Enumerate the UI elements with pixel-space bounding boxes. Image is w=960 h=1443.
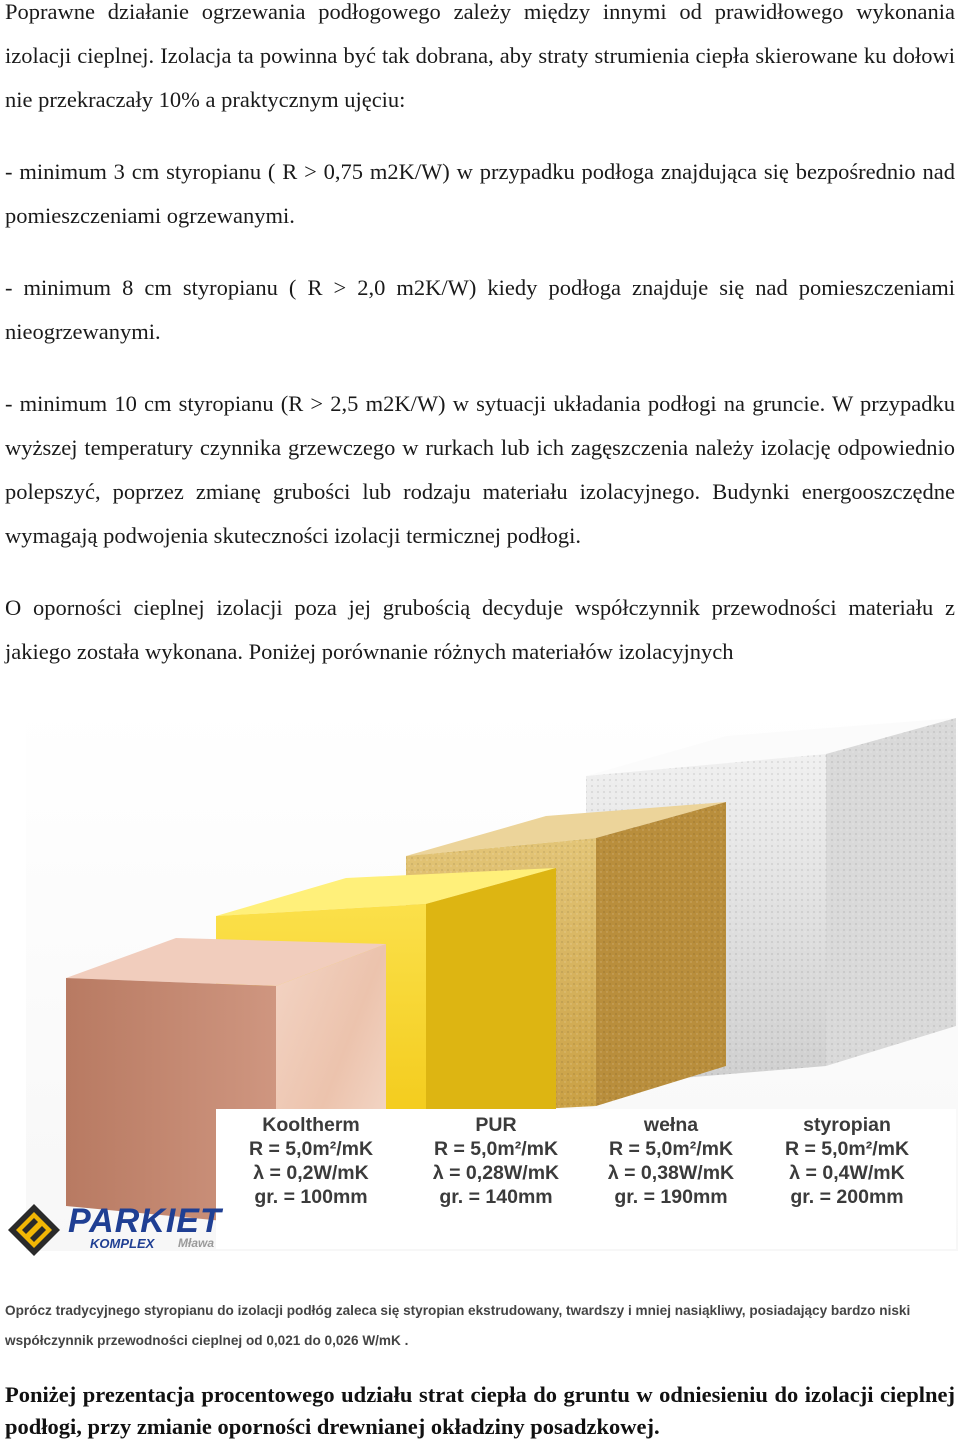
conductivity-paragraph: O oporności cieplnej izolacji poza jej grubością decyduje współczynnik przewodności materiału z jakiego została wykonana. Poniżej porównanie różnych materiałów izolacyjnych <box>5 595 955 664</box>
material-lambda: λ = 0,2W/mK <box>253 1162 369 1184</box>
materials-legend <box>216 1109 956 1249</box>
material-thickness: gr. = 190mm <box>614 1186 728 1208</box>
material-thickness: gr. = 140mm <box>439 1186 553 1208</box>
material-lambda: λ = 0,4W/mK <box>789 1162 905 1184</box>
logo-city: Mława <box>178 1236 215 1250</box>
parkiet-komplex-logo <box>6 1200 246 1260</box>
requirement-ground-floor: - minimum 10 cm styropianu (R > 2,5 m2K/W) w sytuacji układania podłogi na gruncie. W przypadku wyższej temperatury czynnika grzewczego w rurkach lub ich zagęszczenia należy izolację odpowiednio polepszyć, poprzez zmianę grubości lub rodzaju materiału izolacyjnego. Budynki energooszczędne wymagają podwojenia skuteczności izolacji termicznej podłogi. <box>5 391 955 548</box>
material-r: R = 5,0m²/mK <box>784 1138 910 1160</box>
material-name: wełna <box>643 1114 699 1136</box>
label-welna <box>576 1113 766 1209</box>
material-name: PUR <box>475 1114 517 1136</box>
intro-paragraph: Poprawne działanie ogrzewania podłogowego zależy między innymi od prawidłowego wykonania izolacji cieplnej. Izolacja ta powinna być tak dobrana, aby straty strumienia ciepła skierowane ku dołowi nie przekraczały 10% a praktycznym ujęciu: <box>5 0 955 112</box>
label-pur <box>401 1113 591 1209</box>
logo-emblem-icon <box>6 1202 62 1258</box>
closing-paragraph: Poniżej prezentacja procentowego udziału strat ciepła do gruntu w odniesieniu do izolacji cieplnej podłogi, przy zmianie oporności drewnianej okładziny posadzkowej. <box>5 1382 955 1439</box>
extruded-polystyrene-note: Oprócz tradycyjnego styropianu do izolacji podłóg zaleca się styropian ekstrudowany, twardszy i mniej nasiąkliwy, posiadający bardzo niski współczynnik przewodności cieplnej od 0,021 do 0,026 W/mK . <box>5 1303 911 1348</box>
logo-sub: KOMPLEX <box>90 1236 155 1251</box>
material-thickness: gr. = 100mm <box>254 1186 368 1208</box>
requirement-unheated-rooms: - minimum 8 cm styropianu ( R > 2,0 m2K/W) kiedy podłoga znajduje się nad pomieszczeniami nieogrzewanymi. <box>5 275 955 344</box>
material-name: styropian <box>803 1114 891 1136</box>
material-r: R = 5,0m²/mK <box>248 1138 374 1160</box>
requirement-heated-rooms: - minimum 3 cm styropianu ( R > 0,75 m2K/W) w przypadku podłoga znajdująca się bezpośrednio nad pomieszczeniami ogrzewanymi. <box>5 159 955 228</box>
material-thickness: gr. = 200mm <box>790 1186 904 1208</box>
label-styropian <box>752 1113 942 1209</box>
material-r: R = 5,0m²/mK <box>433 1138 559 1160</box>
material-lambda: λ = 0,38W/mK <box>607 1162 735 1184</box>
logo-word: PARKIET <box>68 1202 222 1240</box>
label-kooltherm <box>216 1113 406 1209</box>
material-r: R = 5,0m²/mK <box>608 1138 734 1160</box>
material-lambda: λ = 0,28W/mK <box>432 1162 560 1184</box>
material-name: Kooltherm <box>262 1114 360 1136</box>
